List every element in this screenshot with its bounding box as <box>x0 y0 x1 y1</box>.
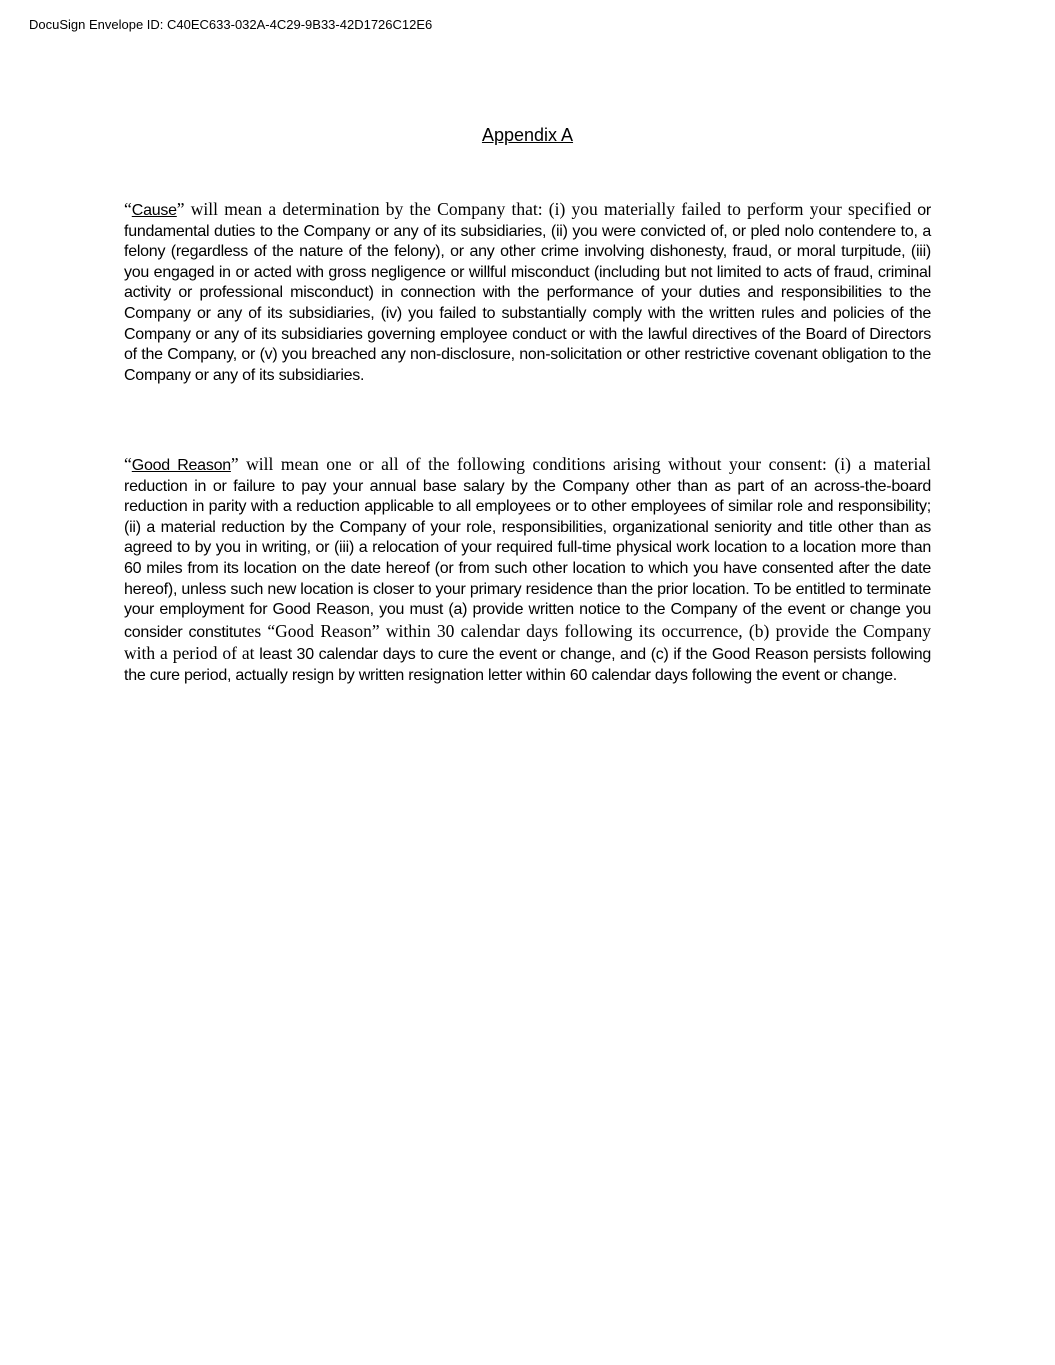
page-title-text: Appendix A <box>481 125 574 145</box>
cause-term: Cause <box>131 202 177 219</box>
good-reason-body-text-2: least 30 calendar days to cure the event or change, and (c) if the Good Reason persists following the cure period, actually resign by written resignation letter within 60 calendar days following the event or change. <box>124 646 932 684</box>
good-reason-term: Good Reason <box>131 457 231 474</box>
good-reason-open-quote: “ <box>124 454 132 474</box>
cause-definition-paragraph <box>124 199 931 386</box>
good-reason-lead-text: ” will mean one or all of the following conditions arising without your consent: (i) a material <box>230 454 932 474</box>
cause-open-quote: “ <box>124 199 132 219</box>
page-title <box>0 124 1055 146</box>
good-reason-definition-paragraph <box>124 454 931 687</box>
docusign-envelope-id: DocuSign Envelope ID: C40EC633-032A-4C29-9B33-42D1726C12E6 <box>29 17 433 32</box>
good-reason-body-text-1: reduction in or failure to pay your annual base salary by the Company other than as part of an across-the-board reduction in parity with a reduction applicable to all employees or to other employees of similar role and responsibility; (ii) a material reduction by the Company of your role, responsibilities, organizational seniority and title other than as agreed to by you in writing, or (iii) a relocation of your required full-time physical work location to a location more than 60 miles from its location on the date hereof (or from such other location to which you have consented after the date hereof), unless such new location is closer to your primary residence than the prior location. To be entitled to terminate your employment for Good Reason, you must (a) provide written notice to the Company of the event or change you consider constitu <box>124 477 931 641</box>
good-reason-mid-text: tes “Good Reason” within 30 calendar days following its occurrence, (b) provide the Company with a period of at <box>124 620 932 664</box>
cause-lead-text: ” will mean a determination by the Company that: (i) you materially failed to perform your specified <box>176 199 912 219</box>
cause-body-text: or fundamental duties to the Company or any of its subsidiaries, (ii) you were convicted of, or pled nolo contendere to, a felony (regardless of the nature of the felony), or any other crime involving dishonesty, fraud, or moral turpitude, (iii) you engaged in or acted with gross negligence or willful misconduct (including but not limited to acts of fraud, criminal activity or professional misconduct) in connection with the performance of your duties and responsibilities to the Company or any of its subsidiaries, (iv) you failed to substantially comply with the written rules and policies of the Company or any of its subsidiaries governing employee conduct or with the lawful directives of the Board of Directors of the Company, or (v) you breached any non-disclosure, non-solicitation or other restrictive covenant obligation to the Company or any of its subsidiaries. <box>124 202 932 384</box>
